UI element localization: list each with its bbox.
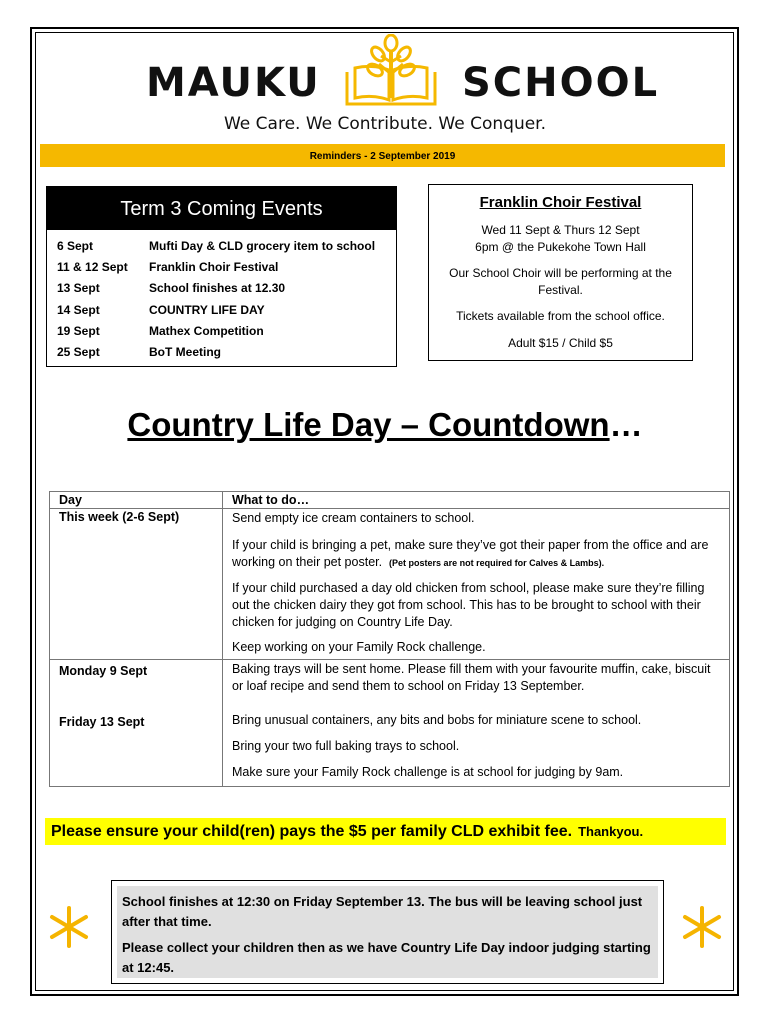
table-row — [50, 509, 730, 660]
fee-reminder — [45, 818, 726, 845]
row-day: This week (2-6 Sept) — [50, 509, 223, 660]
school-name-left: MAUKU — [146, 60, 321, 106]
day-label: Friday 13 Sept — [59, 715, 145, 729]
school-motto: We Care. We Contribute. We Conquer. — [223, 114, 547, 134]
todo-item: Bring unusual containers, any bits and bobs for miniature scene to school. — [232, 713, 642, 727]
book-tree-logo-icon — [335, 34, 447, 108]
event-date: 25 Sept — [57, 345, 100, 360]
todo-item: Baking trays will be sent home. Please fill them with your favourite muffin, cake, biscuit or loaf recipe and send them to school on Friday 13 September. — [232, 662, 711, 693]
choir-tickets: Tickets available from the school office. — [456, 309, 665, 323]
todo-item: Bring your two full baking trays to school. — [232, 739, 460, 753]
event-date: 6 Sept — [57, 238, 94, 253]
events-list — [47, 230, 396, 363]
event-row — [57, 299, 396, 320]
header-day: Day — [50, 492, 223, 509]
early-finish-notice — [111, 880, 664, 984]
choir-dates: Wed 11 Sept & Thurs 12 Sept — [481, 223, 640, 237]
choir-venue: 6pm @ the Pukekohe Town Hall — [475, 240, 646, 254]
coming-events-box — [46, 186, 397, 367]
todo-item: Make sure your Family Rock challenge is at school for judging by 9am. — [232, 765, 624, 779]
events-title: Term 3 Coming Events — [47, 187, 396, 230]
event-date: 14 Sept — [57, 302, 100, 317]
choir-title: Franklin Choir Festival — [479, 194, 642, 211]
choir-performance: Our School Choir will be performing at the Festival. — [449, 266, 672, 297]
event-name: Franklin Choir Festival — [149, 259, 279, 274]
countdown-table — [49, 491, 730, 787]
todo-item — [232, 537, 720, 572]
notice-content — [117, 886, 658, 978]
event-name: School finishes at 12.30 — [149, 281, 286, 296]
countdown-heading-text: Country Life Day – Countdown — [127, 406, 610, 443]
fee-text: Please ensure your child(ren) pays the $5 per family CLD exhibit fee. — [51, 823, 573, 840]
table-header-row — [50, 492, 730, 509]
choir-festival-box — [428, 184, 693, 361]
event-row — [57, 278, 396, 299]
asterisk-icon — [47, 905, 91, 949]
countdown-heading-ellipsis: … — [609, 406, 643, 443]
event-name: Mathex Competition — [149, 323, 264, 338]
event-name: BoT Meeting — [149, 345, 221, 360]
event-row — [57, 235, 396, 256]
event-name: COUNTRY LIFE DAY — [149, 302, 265, 317]
fee-thanks: Thankyou. — [578, 824, 644, 839]
event-row — [57, 256, 396, 277]
asterisk-icon — [680, 905, 724, 949]
notice-line: School finishes at 12:30 on Friday September 13. The bus will be leaving school just after that time. — [122, 894, 643, 929]
event-name: Mufti Day & CLD grocery item to school — [149, 238, 376, 253]
header-todo: What to do… — [223, 492, 730, 509]
event-date: 19 Sept — [57, 323, 100, 338]
row-todo — [223, 660, 730, 787]
day-label: Monday 9 Sept — [59, 664, 148, 678]
event-date: 11 & 12 Sept — [57, 259, 128, 274]
todo-text: If your child is bringing a pet, make sure they’ve got their paper from the office and are working on their pet poster. — [232, 538, 709, 569]
event-row — [57, 320, 396, 341]
school-name-right: SCHOOL — [462, 60, 660, 106]
todo-item: If your child purchased a day old chicken from school, please make sure they’re filling out the chicken dairy they got from school. This has to be brought to school with their chicken for judging on Country Life Day. — [232, 581, 705, 629]
todo-item: Send empty ice cream containers to school. — [232, 511, 475, 525]
row-todo — [223, 509, 730, 660]
choir-prices: Adult $15 / Child $5 — [508, 336, 613, 350]
reminder-banner: Reminders - 2 September 2019 — [40, 144, 725, 167]
event-date: 13 Sept — [57, 281, 100, 296]
event-row — [57, 341, 396, 362]
row-day — [50, 660, 223, 787]
table-row — [50, 660, 730, 787]
todo-item: Keep working on your Family Rock challenge. — [232, 640, 486, 654]
notice-line: Please collect your children then as we have Country Life Day indoor judging starting at 12:45. — [122, 940, 651, 975]
countdown-heading — [0, 406, 770, 444]
todo-note: (Pet posters are not required for Calves & Lambs). — [389, 558, 605, 568]
